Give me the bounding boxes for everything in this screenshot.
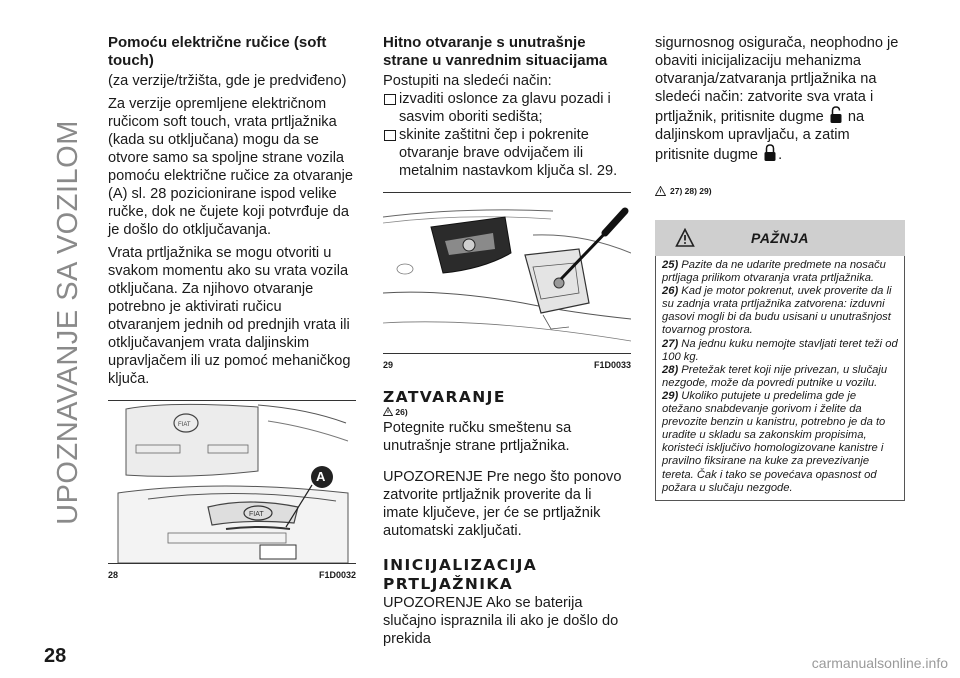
figure-28-code: F1D0032 (318, 570, 356, 580)
col2-bullet-1: izvaditi oslonce za glavu pozadi i sasvim oboriti sedišta; (383, 90, 631, 126)
warning-box-body (655, 256, 905, 501)
col1-note-versions: (za verzije/tržišta, gde je predviđeno) (108, 73, 347, 89)
warning-note-28-number: 28) (662, 363, 679, 376)
warning-note-26-number: 26) (662, 285, 679, 298)
figure-28-bottom-rule (108, 563, 356, 564)
warning-box-title: PAŽNJA (751, 230, 809, 246)
warning-note-25-text: Pazite da ne udarite predmete na nosaču prtljaga prilikom otvaranja vrata prtljažnika. (662, 259, 886, 285)
watermark: carmanualsonline.info (811, 655, 948, 671)
warning-note-28-text: Pretežak teret koji nije privezan, u slučaju nezgode, može da povredi putnike u vozilu. (662, 363, 888, 389)
unlock-button-icon (830, 106, 842, 124)
warning-note-27-text: Na jednu kuku nemojte stavljati teret teži od 100 kg. (662, 337, 898, 363)
warning-box (655, 220, 905, 501)
figure-29-caption (383, 356, 631, 374)
svg-text:FIAT: FIAT (178, 422, 191, 428)
warning-note-27 (662, 338, 898, 364)
col2-intro: Postupiti na sledeći način: (383, 73, 552, 89)
section-closing-ref (383, 407, 631, 417)
figure-28-number: 28 (108, 570, 119, 580)
figure-28-caption (108, 566, 356, 584)
col2-bullet-2: skinite zaštitni čep i pokrenite otvaranje brave odvijačem ili metalnim nastavkom ključa sl. 29. (383, 126, 631, 180)
figure-29-number: 29 (383, 360, 394, 370)
warning-box-header (655, 220, 905, 256)
warning-note-26-text: Kad je motor pokrenut, uvek proverite da li su zadnja vrata prtljažnika zatvorena: izduvni gasovi mogli bi da budu usisani u unutrašnjost tovarnog prostora. (662, 285, 892, 337)
col3-text-3: . (778, 147, 783, 163)
column-3 (655, 34, 903, 501)
warning-note-29 (662, 390, 898, 495)
col1-paragraph-2: Vrata prtljažnika se mogu otvoriti u svakom momentu ako su vrata vozila otključana. Za njihovo otvaranje potrebno je aktivirati ručicu otvaranjem jednih od prednjih vrata ili otključavanjem vrata daljinskim upravljačem ili uz pomoć mehaničkog ključa. (108, 245, 351, 387)
page-number: 28 (44, 645, 67, 667)
col3-text-2: na daljinskom upravljaču, a zatim pritisnite dugme (655, 109, 865, 163)
warning-triangle-icon (383, 407, 393, 416)
section-closing (383, 388, 631, 540)
section-initialization-title-line-2: PRTLJAŽNIKA (383, 575, 514, 593)
figure-29-code: F1D0033 (593, 360, 631, 370)
side-chapter-title-text: UPOZNAVANJE SA VOZILOM (51, 119, 84, 525)
col3-note-refs-text: 27) 28) 29) (670, 186, 712, 196)
figure-28-marker-a: A (316, 469, 326, 484)
section-initialization-paragraph: UPOZORENJE Ako se baterija slučajno ispraznila ili ako je došlo do prekida (383, 595, 619, 647)
heading-emergency-opening: Hitno otvaranje s unutrašnje strane u vanrednim situacijama (383, 34, 608, 69)
figure-29-bottom-rule (383, 353, 631, 354)
section-closing-ref-number: 26) (395, 407, 408, 417)
section-closing-paragraph-1: Potegnite ručku smeštenu sa unutrašnje strane prtljažnika. (383, 420, 572, 454)
column-2 (383, 34, 631, 653)
heading-soft-touch: Pomoću električne ručice (soft touch) (108, 34, 327, 69)
section-initialization-title-line-1: INICIJALIZACIJA (383, 556, 538, 574)
warning-note-29-number: 29) (662, 389, 679, 402)
warning-note-27-number: 27) (662, 337, 679, 350)
section-closing-title: ZATVARANJE (383, 388, 506, 406)
section-initialization (383, 556, 631, 648)
figure-29 (383, 193, 631, 353)
col3-note-refs (655, 182, 903, 200)
side-chapter-title (38, 12, 98, 632)
warning-note-28 (662, 364, 898, 390)
warning-note-26 (662, 285, 898, 337)
warning-note-25 (662, 259, 898, 285)
section-closing-paragraph-2: UPOZORENJE Pre nego što ponovo zatvorite prtljažnik proverite da li imate ključeve, jer će se prtljažnik automatski zaključati. (383, 469, 622, 539)
figure-28 (108, 401, 356, 563)
col1-paragraph-1: Za verzije opremljene električnom ručicom soft touch, vrata prtljažnika (kada su otključana) mogu da se otvore samo sa spoljne strane vozila pomoću električne ručice za otvaranje (A) sl. 28 pozicionirane ispod velike ručke, dok ne čujete koji potvrđuje da je došlo do otključavanja. (108, 96, 353, 238)
warning-note-29-text: Ukoliko putujete u predelima gde je otežano snabdevanje gorivom i želite da prevozite benzin u kanistru, potrebno je da to uradite u skladu sa zakonskim propisima, koristeći isključivo homologizovane kanistre i pravilno fiksirane na kuke za prevezivanje tereta. Čak i tako se povećava opasnost od požara u slučaju nezgode. (662, 389, 886, 494)
warning-note-25-number: 25) (662, 259, 679, 271)
col3-text-1: sigurnosnog osigurača, neophodno je obaviti inicijalizaciju mehanizma otvaranja/zatvaranja prtljažnika na sledeći način: zatvorite sva vrata i prtljažnik, pritisnite dugme (655, 35, 899, 125)
column-1 (108, 34, 356, 584)
col3-paragraph (655, 34, 903, 164)
lock-button-icon (764, 144, 776, 162)
svg-text:FIAT: FIAT (249, 511, 264, 518)
warning-triangle-icon (655, 186, 666, 196)
figure-29-illustration (383, 193, 631, 353)
